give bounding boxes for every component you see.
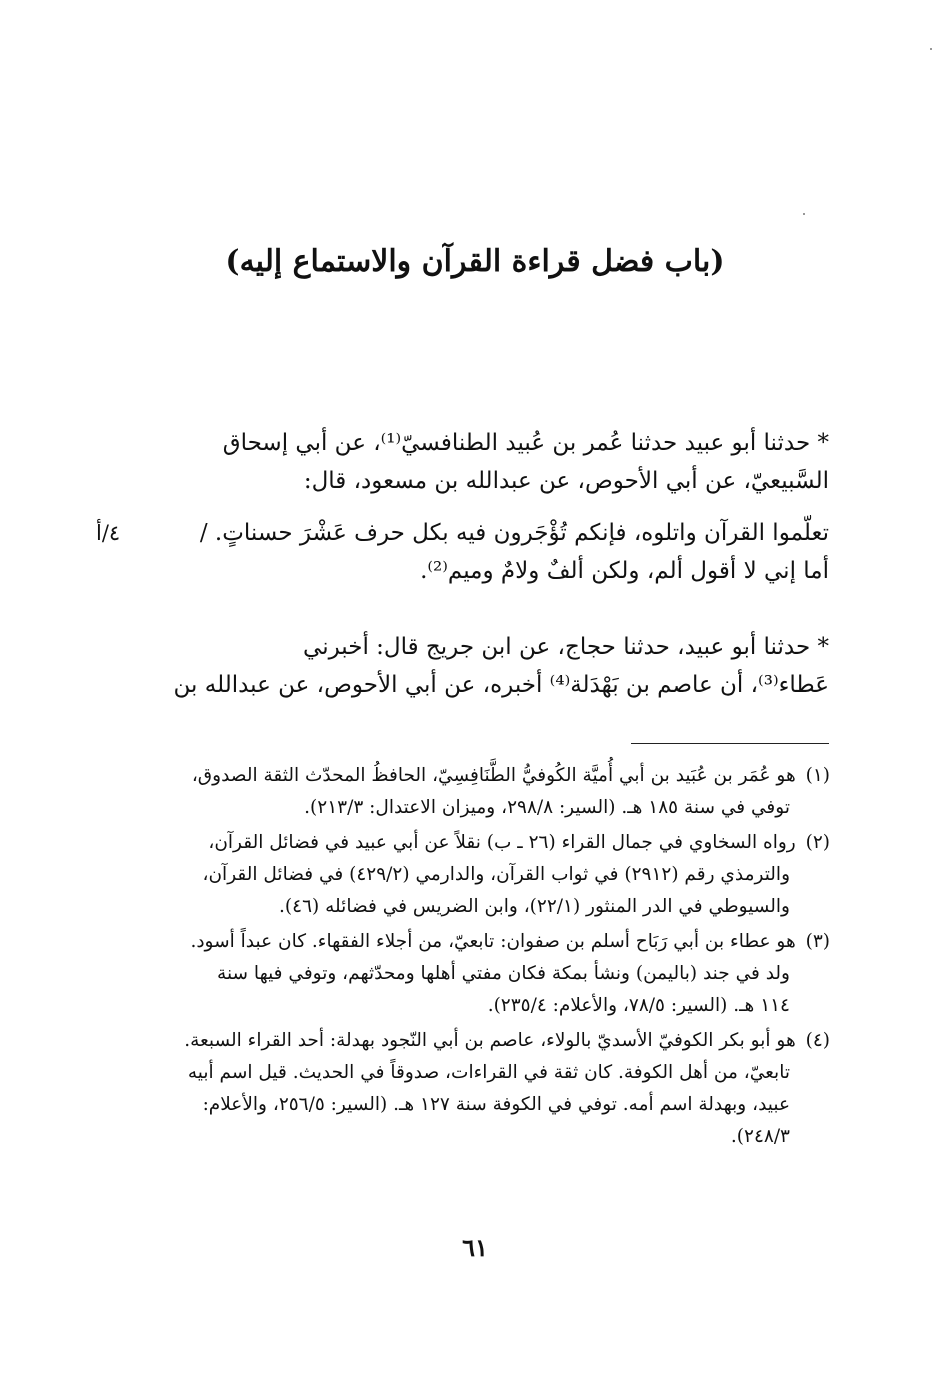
footnote-line: ولد في جند (باليمن) ونشأ بمكة فكان مفتي أهلها ومحدّثهم، وتوفي فيها سنة: [217, 963, 790, 984]
paragraph-1: [132, 424, 829, 500]
footnote-2: [130, 827, 830, 923]
paragraph-2-line-1: تعلّموا القرآن واتلوه، فإنكم تُؤْجَرون فيه بكل حرف عَشْرَ حسناتٍ. /: [199, 520, 829, 546]
chapter-title: (باب فضل قراءة القرآن والاستماع إليه): [225, 244, 725, 279]
paragraph-2: [96, 514, 829, 590]
paragraph-2-line-1-wrap: [96, 514, 829, 552]
footnote-line: هو عُمَر بن عُبَيد بن أبي أُميَّة الكُوفيُّ الطَّنَافِسِيّ، الحافظُ المحدّث الثقة الصدوق،: [191, 765, 796, 786]
scan-speck: [930, 48, 932, 50]
footnote-3: [130, 926, 830, 1022]
footnote-line: رواه السخاوي في جمال القراء (٢٦ ـ ب) نقلاً عن أبي عبيد في فضائل القرآن،: [208, 832, 796, 853]
footnote-line: هو عطاء بن أبي رَبَاح أسلم بن صفوان: تابعيّ، من أجلاء الفقهاء. كان عبداً أسود.: [190, 931, 796, 952]
footnote-number: (٢): [805, 832, 830, 853]
page-number: ٦١: [462, 1233, 488, 1262]
paragraph-1-line-2: السَّبيعيّ، عن أبي الأحوص، عن عبدالله بن مسعود، قال:: [303, 468, 829, 494]
paragraph-3-line-2: عَطاء⁽³⁾، أن عاصم بن بَهْدَلة⁽⁴⁾ أخبره، عن أبي الأحوص، عن عبدالله بن: [173, 672, 829, 698]
footnote-separator: [631, 743, 829, 744]
margin-folio-reference: ٤/أ: [96, 521, 121, 545]
footnote-number: (٤): [805, 1030, 830, 1051]
footnote-1: [130, 760, 830, 824]
footnotes: [130, 760, 830, 1156]
footnote-number: (١): [805, 765, 830, 786]
paragraph-3-line-1: * حدثنا أبو عبيد، حدثنا حجاج، عن ابن جريج قال: أخبرني: [303, 634, 829, 660]
footnote-line: تابعيّ، من أهل الكوفة. كان ثقة في القراءات، صدوقاً في الحديث. قيل اسم أبيه: [187, 1062, 790, 1083]
footnote-line: ١١٤ هـ. (السير: ٧٨/٥، والأعلام: ٢٣٥/٤).: [487, 995, 790, 1016]
footnote-number: (٣): [805, 931, 830, 952]
footnote-line: والترمذي رقم (٢٩١٢) في ثواب القرآن، والدارمي (٤٢٩/٢) في فضائل القرآن،: [202, 864, 790, 885]
paragraph-1-line-1: * حدثنا أبو عبيد حدثنا عُمر بن عُبيد الطنافسيّ⁽¹⁾، عن أبي إسحاق: [222, 430, 829, 456]
footnote-line: عبيد، وبهدلة اسم أمه. توفي في الكوفة سنة ١٢٧ هـ. (السير: ٢٥٦/٥، والأعلام:: [202, 1094, 790, 1115]
footnote-line: والسيوطي في الدر المنثور (٢٢/١)، وابن الضريس في فضائله (٤٦).: [279, 896, 790, 917]
footnote-4: [130, 1025, 830, 1153]
paragraph-2-line-2: أما إني لا أقول ألم، ولكن ألفٌ ولامٌ وميم⁽²⁾.: [420, 558, 829, 584]
footnote-line: توفي في سنة ١٨٥ هـ. (السير: ٢٩٨/٨، وميزان الاعتدال: ٢١٣/٣).: [304, 797, 790, 818]
paragraph-3: [132, 628, 829, 704]
scan-speck: [803, 213, 805, 215]
footnote-line: ٢٤٨/٣).: [730, 1126, 790, 1147]
footnote-line: هو أبو بكر الكوفيّ الأسديّ بالولاء، عاصم بن أبي النّجود بهدلة: أحد القراء السبعة.: [184, 1030, 796, 1051]
